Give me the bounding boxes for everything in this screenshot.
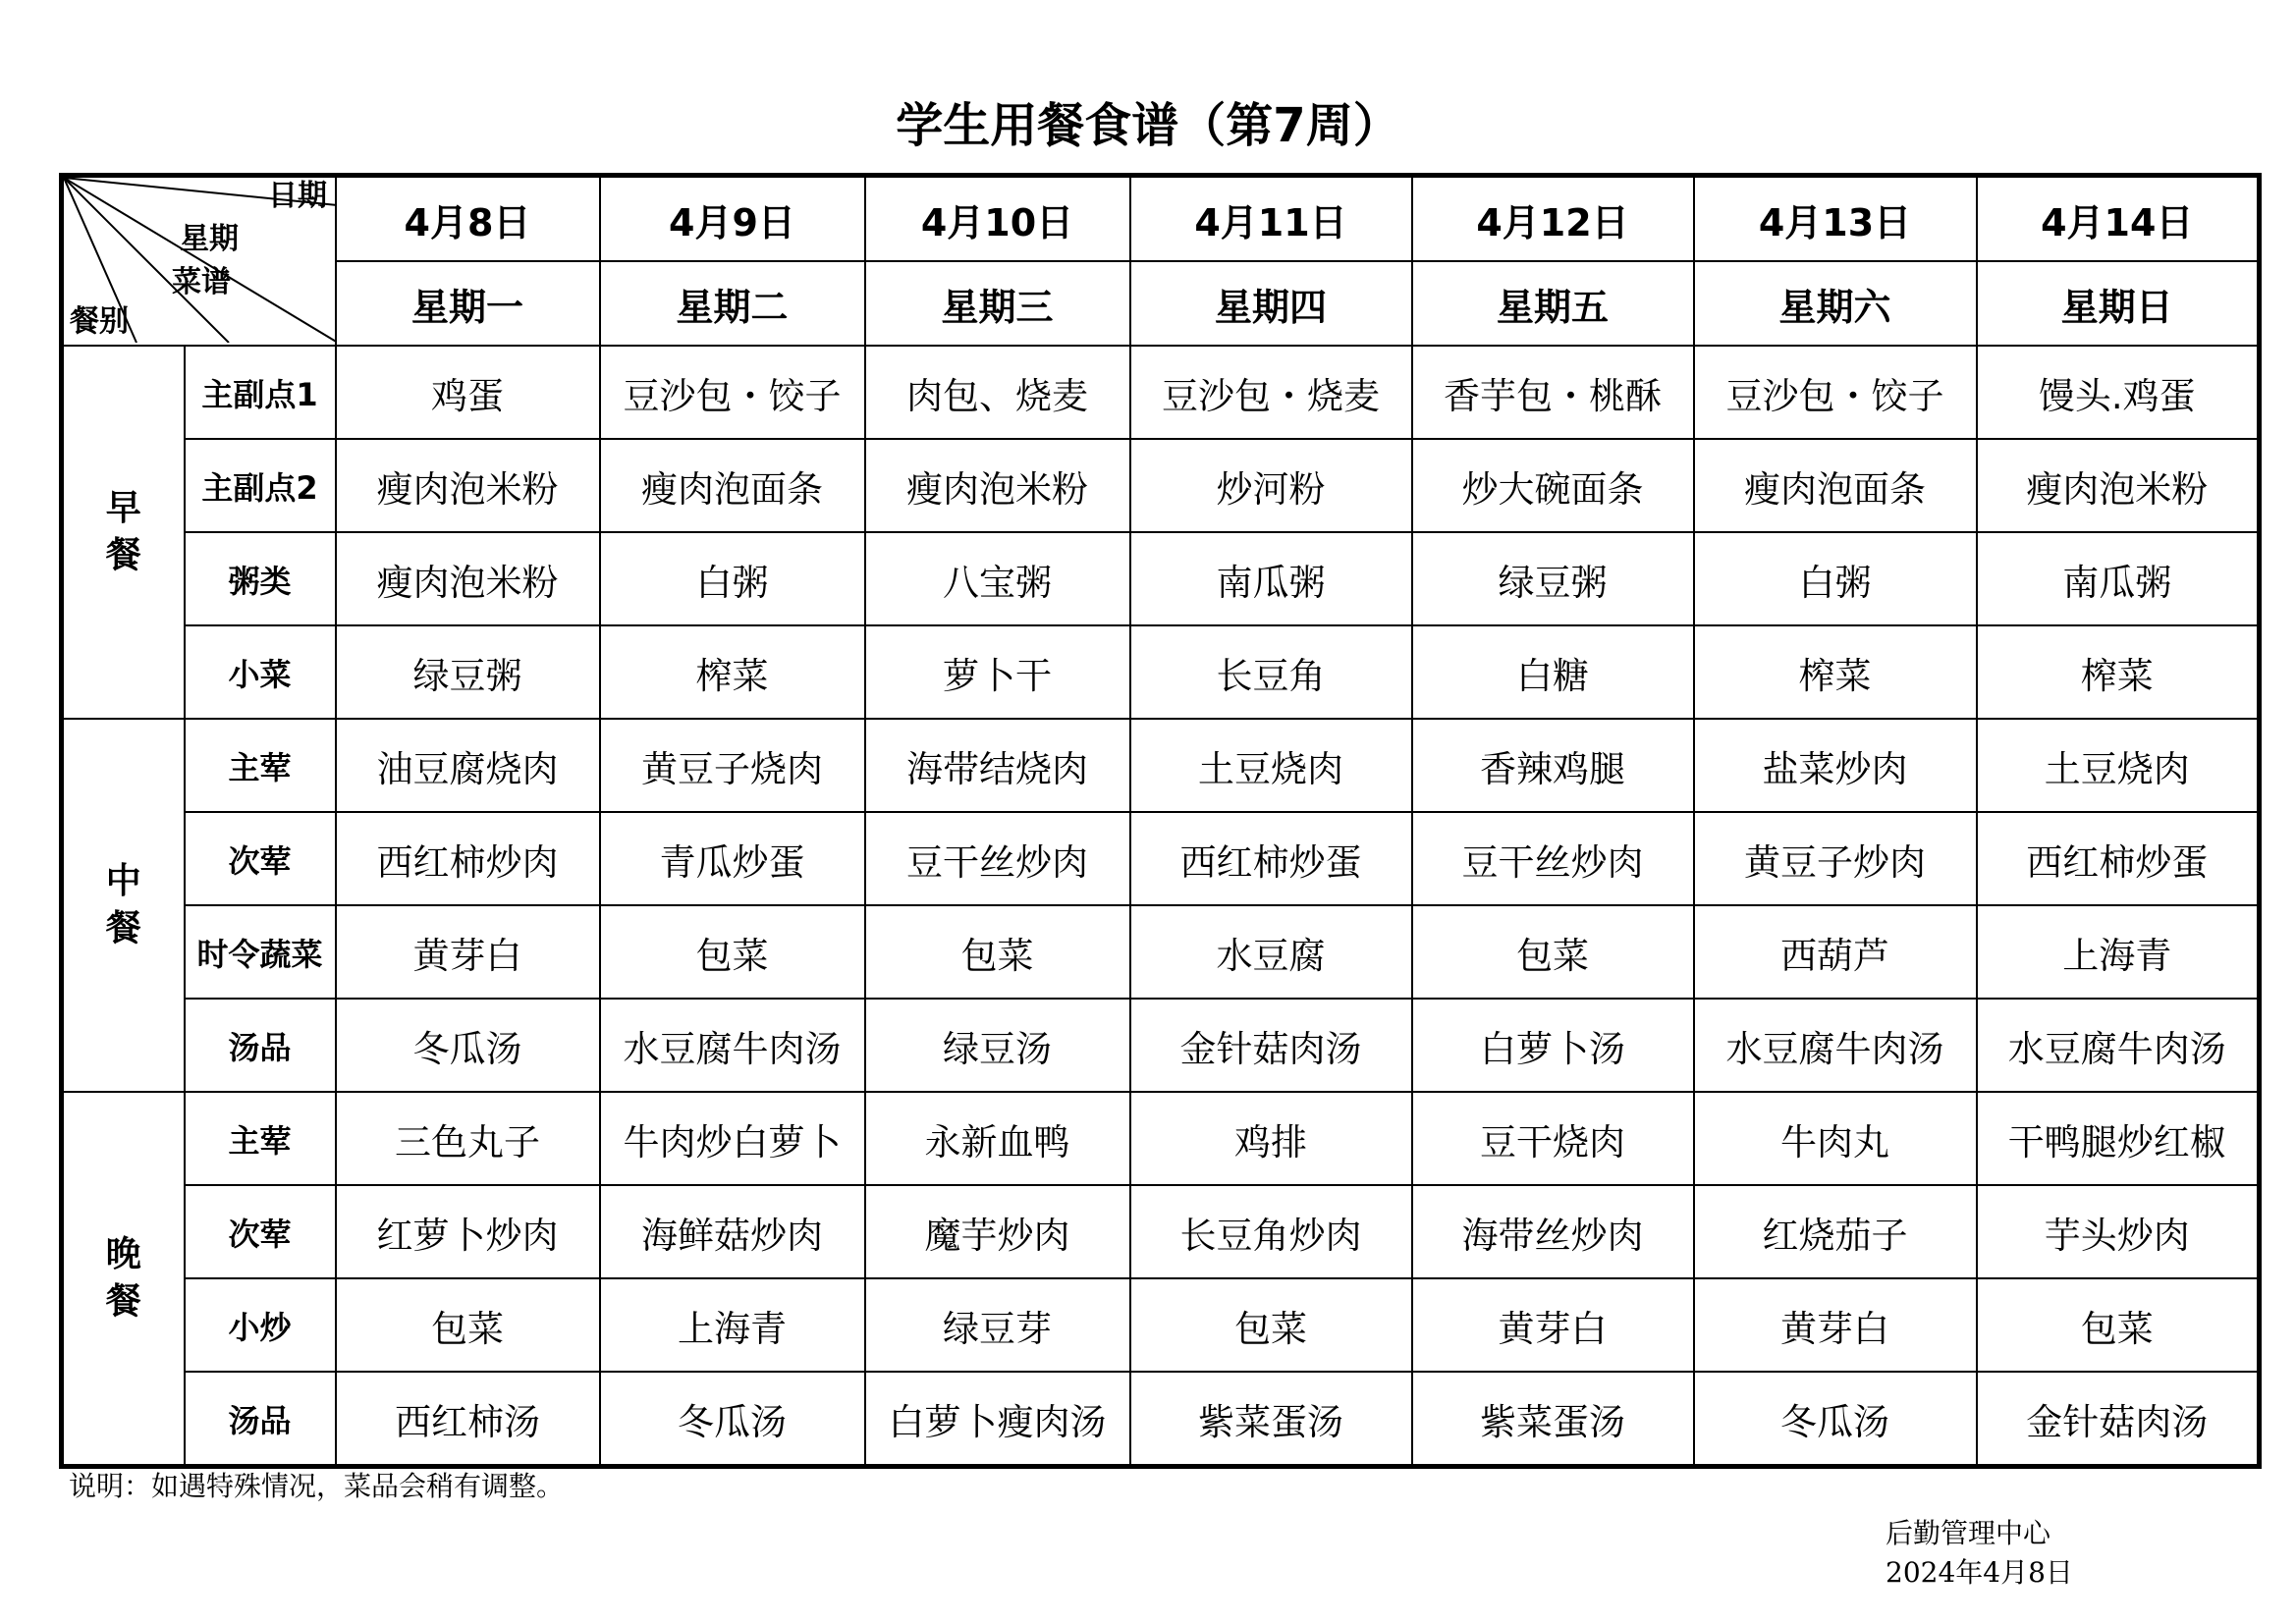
- dish-cell: 海带结烧肉: [865, 719, 1130, 812]
- dish-cell: 干鸭腿炒红椒: [1977, 1092, 2260, 1185]
- corner-header: [62, 176, 336, 347]
- dish-cell: 黄豆子烧肉: [600, 719, 865, 812]
- dish-cell: 水豆腐: [1130, 905, 1412, 999]
- meal-label-breakfast: 早 餐: [62, 346, 185, 719]
- dish-cell: 南瓜粥: [1977, 532, 2260, 625]
- date-cell: 4月13日: [1694, 176, 1977, 262]
- dish-cell: 榨菜: [600, 625, 865, 719]
- category-cell: 次荤: [185, 1185, 336, 1278]
- date-cell: 4月11日: [1130, 176, 1412, 262]
- dish-cell: 豆沙包・饺子: [1694, 346, 1977, 439]
- dish-cell: 炒大碗面条: [1412, 439, 1694, 532]
- dish-cell: 瘦肉泡米粉: [336, 439, 600, 532]
- menu-row: [62, 1278, 2260, 1372]
- weekday-row: [62, 261, 2260, 346]
- date-row: [62, 176, 2260, 262]
- menu-row: [62, 1092, 2260, 1185]
- dish-cell: 榨菜: [1977, 625, 2260, 719]
- date-cell: 4月8日: [336, 176, 600, 262]
- weekday-cell: 星期四: [1130, 261, 1412, 346]
- footnote: 说明：如遇特殊情况，菜品会稍有调整。: [69, 1470, 565, 1502]
- dish-cell: 水豆腐牛肉汤: [1977, 999, 2260, 1092]
- signature-date: 2024年4月8日: [1886, 1556, 2073, 1589]
- dish-cell: 鸡蛋: [336, 346, 600, 439]
- weekday-cell: 星期五: [1412, 261, 1694, 346]
- dish-cell: 豆干烧肉: [1412, 1092, 1694, 1185]
- dish-cell: 上海青: [1977, 905, 2260, 999]
- menu-row: [62, 1372, 2260, 1467]
- meal-label-lunch: 中 餐: [62, 719, 185, 1092]
- dish-cell: 长豆角炒肉: [1130, 1185, 1412, 1278]
- category-cell: 小菜: [185, 625, 336, 719]
- dish-cell: 白糖: [1412, 625, 1694, 719]
- menu-row: [62, 625, 2260, 719]
- dish-cell: 白萝卜瘦肉汤: [865, 1372, 1130, 1467]
- category-cell: 主荤: [185, 719, 336, 812]
- weekday-cell: 星期日: [1977, 261, 2260, 346]
- corner-weekday-label: 星期: [180, 222, 239, 256]
- dish-cell: 绿豆汤: [865, 999, 1130, 1092]
- corner-menu-label: 菜谱: [172, 265, 231, 299]
- dish-cell: 金针菇肉汤: [1977, 1372, 2260, 1467]
- dish-cell: 豆沙包・烧麦: [1130, 346, 1412, 439]
- dish-cell: 豆干丝炒肉: [1412, 812, 1694, 905]
- dish-cell: 西红柿汤: [336, 1372, 600, 1467]
- dish-cell: 黄芽白: [1412, 1278, 1694, 1372]
- dish-cell: 西红柿炒蛋: [1977, 812, 2260, 905]
- dish-cell: 金针菇肉汤: [1130, 999, 1412, 1092]
- dish-cell: 榨菜: [1694, 625, 1977, 719]
- dish-cell: 绿豆芽: [865, 1278, 1130, 1372]
- menu-row: [62, 719, 2260, 812]
- weekday-cell: 星期一: [336, 261, 600, 346]
- dish-cell: 西红柿炒肉: [336, 812, 600, 905]
- dish-cell: 炒河粉: [1130, 439, 1412, 532]
- dish-cell: 瘦肉泡米粉: [865, 439, 1130, 532]
- dish-cell: 包菜: [1130, 1278, 1412, 1372]
- category-cell: 主副点2: [185, 439, 336, 532]
- dish-cell: 红萝卜炒肉: [336, 1185, 600, 1278]
- dish-cell: 冬瓜汤: [1694, 1372, 1977, 1467]
- category-cell: 时令蔬菜: [185, 905, 336, 999]
- dish-cell: 鸡排: [1130, 1092, 1412, 1185]
- dish-cell: 白粥: [1694, 532, 1977, 625]
- weekday-cell: 星期三: [865, 261, 1130, 346]
- dish-cell: 香辣鸡腿: [1412, 719, 1694, 812]
- dish-cell: 白萝卜汤: [1412, 999, 1694, 1092]
- category-cell: 主副点1: [185, 346, 336, 439]
- category-cell: 次荤: [185, 812, 336, 905]
- dish-cell: 西葫芦: [1694, 905, 1977, 999]
- dish-cell: 三色丸子: [336, 1092, 600, 1185]
- menu-row: [62, 999, 2260, 1092]
- corner-meal-label: 餐别: [70, 304, 129, 339]
- dish-cell: 瘦肉泡米粉: [336, 532, 600, 625]
- menu-table: [59, 173, 2262, 1469]
- dish-cell: 馒头.鸡蛋: [1977, 346, 2260, 439]
- dish-cell: 青瓜炒蛋: [600, 812, 865, 905]
- dish-cell: 瘦肉泡米粉: [1977, 439, 2260, 532]
- dish-cell: 绿豆粥: [336, 625, 600, 719]
- page-title: 学生用餐食谱（第7周）: [896, 98, 1400, 153]
- corner-date-label: 日期: [268, 179, 327, 213]
- dish-cell: 包菜: [1977, 1278, 2260, 1372]
- dish-cell: 水豆腐牛肉汤: [600, 999, 865, 1092]
- dish-cell: 芋头炒肉: [1977, 1185, 2260, 1278]
- menu-body: [62, 176, 2260, 1467]
- dish-cell: 海带丝炒肉: [1412, 1185, 1694, 1278]
- meal-label-dinner: 晚 餐: [62, 1092, 185, 1467]
- dish-cell: 包菜: [1412, 905, 1694, 999]
- dish-cell: 牛肉丸: [1694, 1092, 1977, 1185]
- date-cell: 4月14日: [1977, 176, 2260, 262]
- dish-cell: 盐菜炒肉: [1694, 719, 1977, 812]
- dish-cell: 萝卜干: [865, 625, 1130, 719]
- dish-cell: 土豆烧肉: [1977, 719, 2260, 812]
- menu-row: [62, 1185, 2260, 1278]
- dish-cell: 水豆腐牛肉汤: [1694, 999, 1977, 1092]
- menu-row: [62, 532, 2260, 625]
- dish-cell: 绿豆粥: [1412, 532, 1694, 625]
- dish-cell: 肉包、烧麦: [865, 346, 1130, 439]
- dish-cell: 包菜: [600, 905, 865, 999]
- dish-cell: 冬瓜汤: [600, 1372, 865, 1467]
- dish-cell: 西红柿炒蛋: [1130, 812, 1412, 905]
- dish-cell: 红烧茄子: [1694, 1185, 1977, 1278]
- date-cell: 4月10日: [865, 176, 1130, 262]
- date-cell: 4月12日: [1412, 176, 1694, 262]
- dish-cell: 牛肉炒白萝卜: [600, 1092, 865, 1185]
- category-cell: 小炒: [185, 1278, 336, 1372]
- dish-cell: 包菜: [865, 905, 1130, 999]
- weekday-cell: 星期六: [1694, 261, 1977, 346]
- menu-row: [62, 905, 2260, 999]
- dish-cell: 上海青: [600, 1278, 865, 1372]
- dish-cell: 油豆腐烧肉: [336, 719, 600, 812]
- dish-cell: 白粥: [600, 532, 865, 625]
- date-cell: 4月9日: [600, 176, 865, 262]
- category-cell: 主荤: [185, 1092, 336, 1185]
- menu-row: [62, 812, 2260, 905]
- dish-cell: 瘦肉泡面条: [600, 439, 865, 532]
- category-cell: 汤品: [185, 999, 336, 1092]
- dish-cell: 长豆角: [1130, 625, 1412, 719]
- dish-cell: 海鲜菇炒肉: [600, 1185, 865, 1278]
- dish-cell: 黄芽白: [336, 905, 600, 999]
- dish-cell: 黄豆子炒肉: [1694, 812, 1977, 905]
- dish-cell: 黄芽白: [1694, 1278, 1977, 1372]
- menu-row: [62, 346, 2260, 439]
- dish-cell: 香芋包・桃酥: [1412, 346, 1694, 439]
- dish-cell: 南瓜粥: [1130, 532, 1412, 625]
- dish-cell: 土豆烧肉: [1130, 719, 1412, 812]
- weekday-cell: 星期二: [600, 261, 865, 346]
- dish-cell: 永新血鸭: [865, 1092, 1130, 1185]
- category-cell: 汤品: [185, 1372, 336, 1467]
- dish-cell: 八宝粥: [865, 532, 1130, 625]
- dish-cell: 豆沙包・饺子: [600, 346, 865, 439]
- dish-cell: 魔芋炒肉: [865, 1185, 1130, 1278]
- dish-cell: 包菜: [336, 1278, 600, 1372]
- dish-cell: 冬瓜汤: [336, 999, 600, 1092]
- menu-row: [62, 439, 2260, 532]
- category-cell: 粥类: [185, 532, 336, 625]
- dish-cell: 豆干丝炒肉: [865, 812, 1130, 905]
- dish-cell: 紫菜蛋汤: [1412, 1372, 1694, 1467]
- dish-cell: 瘦肉泡面条: [1694, 439, 1977, 532]
- dish-cell: 紫菜蛋汤: [1130, 1372, 1412, 1467]
- signature-org: 后勤管理中心: [1886, 1517, 2051, 1549]
